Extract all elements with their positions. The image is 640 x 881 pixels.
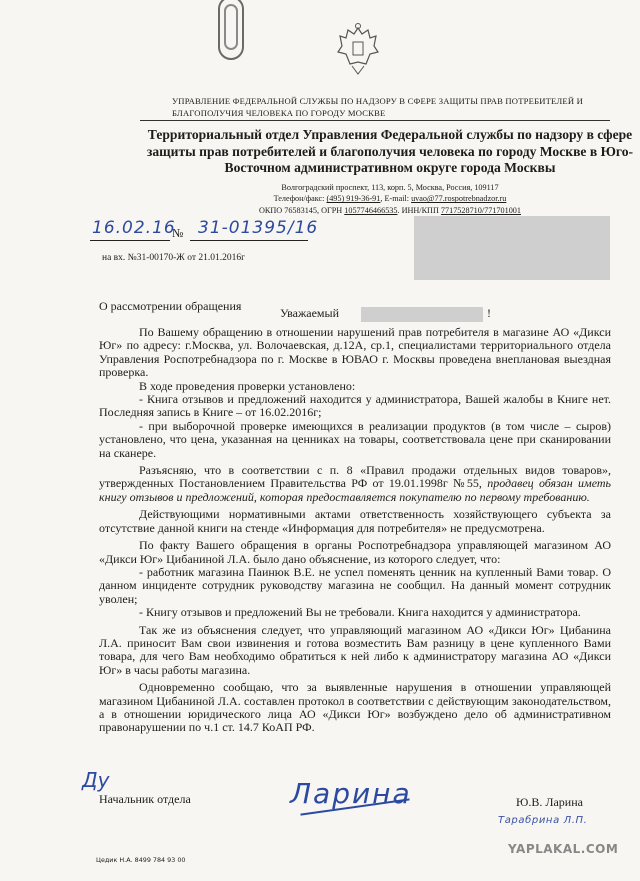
ogrn: 1057746466535 <box>344 205 398 215</box>
department-title: Территориальный отдел Управления Федеральной службы по надзору в сфере защиты прав потребителей и благополучия человека по городу Москве в Юго-Восточном административном округе города Москвы <box>146 127 634 175</box>
handwritten-initials: Ду <box>82 768 110 792</box>
paragraph: Действующими нормативными актами ответственность хозяйствующего субъекта за отсутствие данной книги на стенде «Информация для потребителя» не предусмотрена. <box>99 507 611 535</box>
inn-label: ИНН/КПП <box>401 205 439 215</box>
signer-name: Ю.В. Ларина <box>516 795 583 809</box>
paragraph-emphasis: продавец обязан иметь книгу отзывов и предложений, которая предоставляется покупателю по первому требованию. <box>99 476 612 504</box>
outgoing-date-handwritten: 16.02.16 <box>92 218 176 238</box>
paperclip-inner <box>224 4 238 50</box>
date-underline <box>90 240 170 241</box>
header-divider <box>140 120 610 121</box>
in-response-reference: на вх. №31-00170-Ж от 21.01.2016г <box>102 253 245 263</box>
executor-stamp: Тарабрина Л.П. <box>498 815 588 826</box>
okpo-ogrn-label: ОКПО 76583145, ОГРН <box>259 205 343 215</box>
inn: 7717528710/771701001 <box>440 205 521 215</box>
phone-email-line: Телефон/факс: (495) 919-36-91, E-mail: uvao@77.rospotrebnadzor.ru <box>273 194 507 204</box>
salutation-end: ! <box>487 306 491 320</box>
salutation: Уважаемый <box>280 306 339 320</box>
executor-contact: Цедик Н.А. 8499 784 93 00 <box>96 856 186 864</box>
redacted-recipient-block <box>414 216 610 280</box>
phone: (495) 919-36-91 <box>326 194 381 204</box>
paragraph: - Книга отзывов и предложений находится у администратора, Вашей жалобы в Книге нет. Последняя запись в Книге – от 16.02.2016г; <box>99 392 611 420</box>
registry-line: ОКПО 76583145, ОГРН 1057746466535. ИНН/КПП 7717528710/771701001 <box>259 205 521 215</box>
email: uvao@77.rospotrebnadzor.ru <box>411 194 507 204</box>
paragraph: В ходе проведения проверки установлено: <box>139 378 356 393</box>
outgoing-number-handwritten: 31-01395/16 <box>198 218 319 238</box>
letter-body <box>99 326 611 735</box>
watermark: YAPLAKAL.COM <box>508 842 619 856</box>
paragraph: Так же из объяснения следует, что управляющий магазином АО «Дикси Юг» Цибанина Л.А. приносит Вам свои извинения и готова возместить Вам разницу в цене купленного Вами товара, для чего Вам необходимо обратиться к ней либо к администратору магазина АО «Дикси Юг» в часы работы магазина. <box>99 622 611 677</box>
chief-title: Начальник отдела <box>99 792 191 806</box>
number-underline <box>190 240 308 241</box>
address: Волгоградский проспект, 113, корп. 5, Москва, Россия, 109117 <box>281 183 499 192</box>
paragraph-text: Разъясняю, что в соответствии с п. 8 «Правил продажи отдельных видов товаров», утвержденных Постановлением Правительства РФ от 19.01.1998г №55, <box>99 463 611 491</box>
paragraph: По факту Вашего обращения в органы Роспотребнадзора управляющей магазином АО «Дикси Юг» Цибаниной Л.А. было дано объяснение, из которого следует, что: <box>99 538 611 566</box>
paragraph: По Вашему обращению в отношении нарушений прав потребителя в магазине АО «Дикси Юг» по адресу: г.Москва, ул. Волочаевская, д.12А, ср.1, специалистами территориального отдела Управления Роспотребнадзора по г. Москве в ЮВАО г. Москвы проведена внеплановая выездная проверка. <box>99 325 611 380</box>
paragraph: - работник магазина Паинюк В.Е. не успел поменять ценник на купленный Вами товар. О данном инциденте сотрудник руководству магазина не сообщил. На данный момент сотрудник уволен; <box>99 564 611 606</box>
paragraph <box>99 464 611 504</box>
redacted-recipient-name <box>361 307 483 322</box>
coat-of-arms-icon <box>336 22 380 76</box>
phone-label: Телефон/факс: <box>273 194 325 204</box>
agency-name: УПРАВЛЕНИЕ ФЕДЕРАЛЬНОЙ СЛУЖБЫ ПО НАДЗОРУ В СФЕРЕ ЗАЩИТЫ ПРАВ ПОТРЕБИТЕЛЕЙ И БЛАГОПОЛУЧИЯ ЧЕЛОВЕКА ПО ГОРОДУ МОСКВЕ <box>172 96 584 118</box>
paragraph: - Книгу отзывов и предложений Вы не требовали. Книга находится у администратора. <box>139 605 581 620</box>
signature: Ларина <box>290 777 412 810</box>
paragraph: Одновременно сообщаю, что за выявленные нарушения в отношении управляющей магазином Цибаниной Л.А. составлен протокол в соответствии с действующим законодательством, а в отношении юридического лица АО «Дикси Юг» возбуждено дело об административном правонарушении по ч.1 ст. 14.7 КоАП РФ. <box>99 680 611 735</box>
number-sign: № <box>172 226 184 240</box>
contact-block <box>210 182 570 216</box>
letter-subject: О рассмотрении обращения <box>99 299 242 313</box>
paragraph: - при выборочной проверке имеющихся в реализации продуктов (в том числе – сыров) установлено, что цена, указанная на ценниках на товары, соответствовала цене при сканировании на сканере. <box>99 418 611 460</box>
email-label: E-mail: <box>384 194 410 204</box>
